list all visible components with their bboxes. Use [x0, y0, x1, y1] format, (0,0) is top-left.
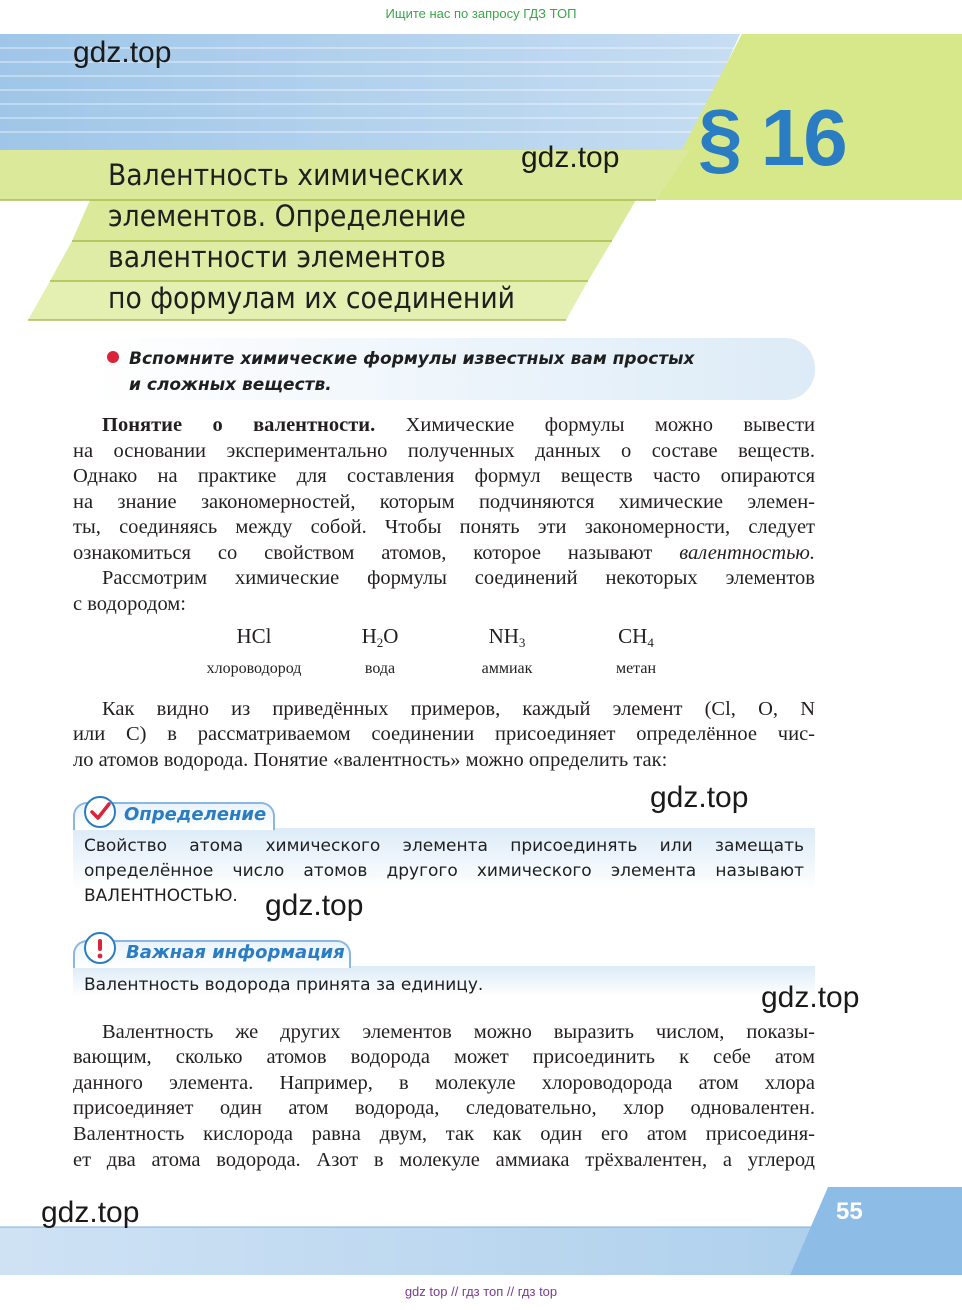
paragraph-line	[73, 566, 815, 592]
bottom-links-note: gdz top // гдз топ // гдз top	[404, 1284, 558, 1299]
paragraph-line: ет два атома водорода. Азот в молекуле аммиака трёхвалентен, а углерод	[73, 1149, 815, 1171]
paragraph-line: данного элемента. Например, в молекуле хлороводорода атом хлора	[73, 1072, 815, 1094]
watermark: gdz.top	[650, 781, 749, 814]
paragraph-line	[73, 541, 815, 567]
term-valence: валентностью.	[679, 542, 815, 564]
paragraph-text: Рассмотрим химические формулы соединений некоторых элементов	[102, 567, 815, 589]
definition-line: определённое число атомов другого химического элемента называют	[84, 861, 804, 881]
page-number: 55	[836, 1198, 863, 1225]
paragraph-line: с водородом:	[73, 593, 186, 615]
formula-item	[184, 624, 324, 679]
paragraph-line: или С) в рассматриваемом соединении присоединяет определённое чис-	[73, 723, 815, 745]
recall-text	[129, 346, 749, 398]
title-line: валентности элементов	[108, 240, 447, 274]
bullet-dot-icon	[107, 351, 119, 363]
definition-label: Определение	[124, 804, 267, 825]
formula-item	[310, 624, 450, 679]
formula: $CH_4$	[618, 624, 654, 650]
formula-name: аммиак	[481, 660, 533, 677]
formula-name: метан	[615, 660, 657, 677]
paragraph-line: на основании экспериментально полученных данных о составе веществ.	[73, 440, 815, 462]
formula: $H_2O$	[361, 624, 399, 650]
checkmark-icon	[84, 796, 116, 828]
top-search-note: Ищите нас по запросу ГДЗ ТОП	[385, 6, 577, 21]
formula: $NH_3$	[488, 624, 526, 650]
paragraph-line: ло атомов водорода. Понятие «валентность» можно определить так:	[73, 749, 668, 771]
paragraph-heading: Понятие о валентности.	[102, 414, 376, 436]
paragraph-line	[73, 1020, 815, 1046]
paragraph-text: ознакомиться со свойством атомов, которое называют	[73, 542, 653, 564]
watermark: gdz.top	[521, 141, 620, 174]
title-line: по формулам их соединений	[108, 281, 516, 315]
watermark: gdz.top	[761, 981, 860, 1014]
paragraph-line: Валентность кислорода равна двум, так как один его атом присоединя-	[73, 1123, 815, 1145]
section-number: § 16	[698, 93, 846, 182]
paragraph-line	[73, 697, 815, 723]
exclamation-icon	[84, 932, 116, 964]
important-label: Важная информация	[126, 942, 345, 963]
paragraph-line: ты, соединяясь между собой. Чтобы понять эти закономерности, следует	[73, 516, 815, 538]
watermark: gdz.top	[41, 1196, 140, 1229]
formula-name: вода	[364, 660, 396, 677]
paragraph-text: Химические формулы можно вывести	[405, 414, 816, 436]
paragraph-line: Однако на практике для составления формул веществ часто опираются	[73, 465, 815, 487]
recall-line: Вспомните химические формулы известных вам простых	[129, 349, 695, 369]
paragraph-line	[73, 413, 815, 439]
recall-line: и сложных веществ.	[129, 375, 332, 395]
paragraph-text: Как видно из приведённых примеров, каждый элемент (Cl, O, N	[102, 698, 815, 720]
paragraph-line: присоединяет один атом водорода, следовательно, хлор одновалентен.	[73, 1097, 815, 1119]
watermark: gdz.top	[73, 36, 172, 69]
title-line: элементов. Определение	[108, 199, 466, 233]
formula: HCl	[236, 624, 272, 648]
formula-item	[566, 624, 706, 679]
important-text: Валентность водорода принята за единицу.	[84, 975, 484, 995]
definition-line: ВАЛЕНТНОСТЬЮ.	[84, 886, 238, 906]
formula-name: хлороводород	[206, 660, 302, 677]
definition-line: Свойство атома химического элемента присоединять или замещать	[84, 836, 804, 856]
paragraph-text: Валентность же других элементов можно выразить числом, показы-	[102, 1021, 815, 1043]
paragraph-line: на знание закономерностей, которым подчиняются химические элемен-	[73, 491, 815, 513]
footer-decoration	[0, 1185, 962, 1280]
formula-item	[437, 624, 577, 679]
title-line: Валентность химических	[108, 158, 464, 192]
watermark: gdz.top	[265, 889, 364, 922]
paragraph-line: вающим, сколько атомов водорода может присоединить к себе атом	[73, 1046, 815, 1068]
definition-text	[84, 834, 804, 909]
